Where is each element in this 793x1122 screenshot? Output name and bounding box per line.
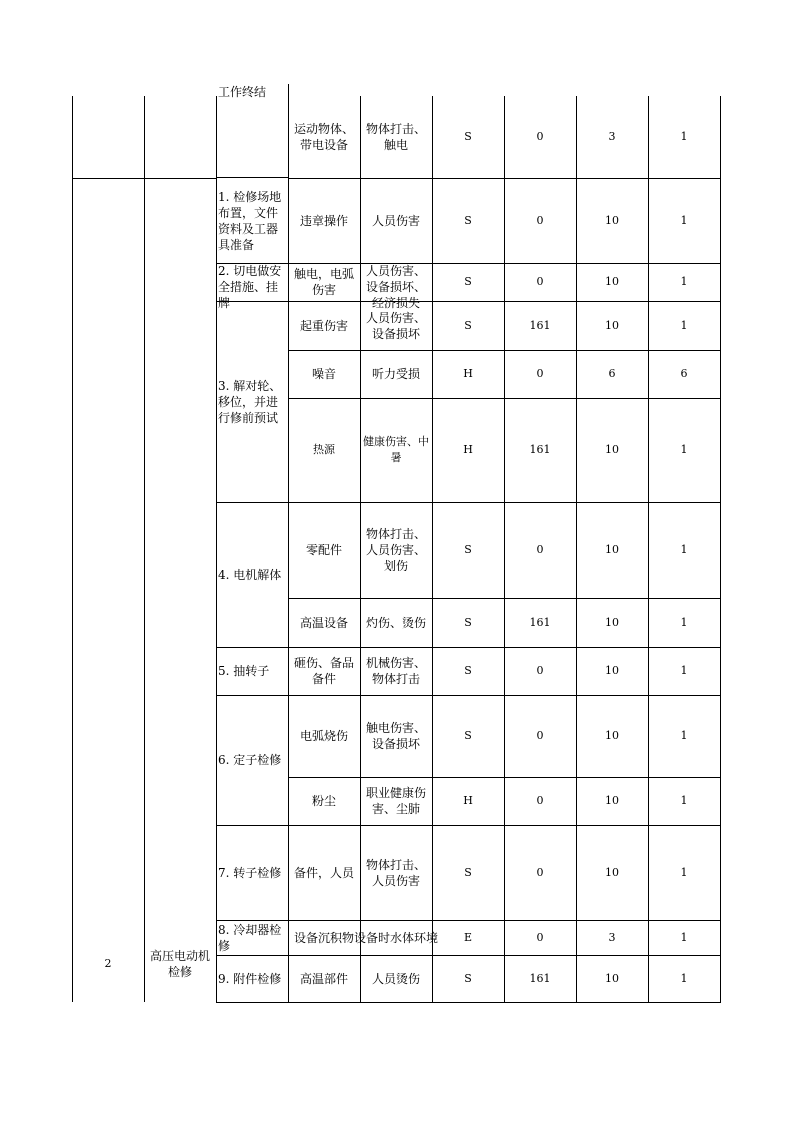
step-cell-text: 6. 定子检修 [218,753,282,767]
value-cell-text: 1 [680,794,688,807]
consequence-cell-text: 物体打击、人员伤害 [365,857,426,888]
value-cell-text: 161 [529,971,551,985]
hazard-source-cell-text: 砸伤、备品备件 [293,656,354,686]
risk-type-cell [432,398,505,503]
hazard-source-cell-text: 噪音 [311,367,336,381]
value-cell [576,825,649,921]
risk-type-cell-text: H [463,367,473,380]
hazard-source-cell-text: 触电，电弧伤害 [293,267,354,297]
value-cell [576,777,649,826]
step-cell [216,301,289,503]
risk-type-cell [432,263,505,302]
value-cell [504,350,577,399]
value-cell [504,955,577,1003]
consequence-cell [360,777,433,826]
hazard-source-cell-text: 粉尘 [311,794,336,808]
value-cell [504,647,577,696]
step-cell [216,84,289,178]
value-cell [648,920,721,956]
risk-type-cell [432,178,505,264]
consequence-cell [360,301,433,351]
step-cell [216,502,289,648]
value-cell-text: 0 [536,130,544,143]
value-cell [576,598,649,648]
step-cell [216,263,289,310]
risk-type-cell [432,350,505,399]
value-cell [648,695,721,778]
group-name: 高压电动机检修 [149,948,210,979]
value-cell [504,920,577,956]
consequence-cell-text: 机械伤害、物体打击 [365,656,426,686]
consequence-cell-text: 物体打击、人员伤害、划伤 [365,527,426,573]
risk-type-cell-text: S [464,318,472,332]
value-cell-text: 1 [680,443,688,456]
value-cell [576,920,649,956]
value-cell-text: 10 [605,615,619,629]
value-cell-text: 1 [680,729,688,742]
risk-type-cell-text: S [464,971,472,985]
value-cell-text: 1 [680,865,688,879]
value-cell-text: 10 [605,729,619,742]
risk-type-cell-text: E [463,930,473,944]
value-cell-text: 6 [680,367,688,380]
risk-type-cell [432,502,505,599]
hazard-source-cell [288,598,361,648]
consequence-cell-text: 物体打击、触电 [365,122,426,152]
value-cell [504,825,577,921]
value-cell-text: 161 [529,443,551,456]
consequence-cell [360,350,433,399]
hazard-source-cell [288,502,361,599]
value-cell-text: 10 [605,275,619,288]
value-cell-text: 1 [680,318,688,332]
risk-type-cell-text: S [464,615,472,629]
consequence-cell-text: 听力受损 [371,367,420,381]
consequence-cell [354,920,439,956]
value-cell [576,263,649,302]
value-cell-text: 10 [605,865,619,879]
risk-type-cell-text: H [463,794,473,807]
step-cell-text: 工作终结 [218,85,267,99]
risk-type-cell-text: S [464,729,472,742]
hazard-source-cell-text: 运动物体、带电设备 [293,122,354,152]
value-cell-text: 0 [536,865,544,879]
grid-line [72,96,73,1002]
hazard-source-cell [288,777,361,826]
consequence-cell-text: 人员伤害、设备损坏、经济损失 [365,264,426,310]
hazard-source-cell [288,695,361,778]
step-cell-text: 3. 解对轮、移位，并进行修前预试 [218,378,282,425]
value-cell [648,178,721,264]
value-cell-text: 1 [680,930,688,944]
consequence-cell [360,598,433,648]
value-cell-text: 0 [536,664,544,677]
risk-type-cell [432,825,505,921]
grid-line [216,96,217,1002]
value-cell-text: 6 [608,367,616,380]
value-cell [504,777,577,826]
value-cell [648,350,721,399]
step-cell-text: 8. 冷却器检修 [218,922,282,953]
risk-type-cell-text: S [464,130,472,143]
hazard-source-cell-text: 热源 [313,443,335,456]
value-cell-text: 0 [536,794,544,807]
value-cell [648,398,721,503]
risk-type-cell [432,598,505,648]
hazard-source-cell-text: 设备沉积物 [293,930,354,945]
risk-type-cell [432,920,505,956]
value-cell-text: 3 [608,130,616,143]
value-cell-text: 0 [536,543,544,556]
risk-type-cell [432,96,505,179]
value-cell [504,96,577,179]
risk-type-cell-text: S [464,865,472,879]
value-cell [648,647,721,696]
hazard-source-cell [288,920,361,956]
value-cell [576,398,649,503]
consequence-cell-text: 人员伤害、设备损坏 [365,310,426,341]
value-cell [576,955,649,1003]
hazard-source-cell [288,350,361,399]
step-cell [216,825,289,921]
risk-assessment-table [0,85,793,1003]
value-cell [576,301,649,351]
step-cell-text: 5. 抽转子 [218,664,270,678]
step-cell-text: 7. 转子检修 [218,865,282,880]
value-cell [576,502,649,599]
value-cell [648,777,721,826]
value-cell-text: 10 [605,664,619,677]
value-cell-text: 1 [680,615,688,629]
value-cell-text: 1 [680,213,688,227]
step-cell-text: 4. 电机解体 [218,567,282,582]
value-cell-text: 0 [536,367,544,380]
hazard-source-cell-text: 起重伤害 [299,318,348,333]
consequence-cell [360,695,433,778]
value-cell-text: 161 [529,318,551,332]
risk-type-cell-text: S [464,543,472,556]
risk-type-cell-text: H [463,443,473,456]
consequence-cell [360,825,433,921]
step-cell [216,920,289,956]
step-cell [216,955,289,1003]
value-cell [504,598,577,648]
value-cell-text: 0 [536,930,544,944]
value-cell-text: 0 [536,275,544,288]
consequence-cell-text: 人员烫伤 [371,971,420,986]
value-cell-text: 3 [608,930,616,944]
value-cell [648,598,721,648]
hazard-source-cell-text: 电弧烧伤 [299,729,348,743]
value-cell-text: 0 [536,729,544,742]
consequence-cell-text: 灼伤、烫伤 [365,615,426,630]
value-cell [504,502,577,599]
value-cell [648,955,721,1003]
risk-type-cell [432,777,505,826]
risk-type-cell-text: S [464,275,472,288]
value-cell [504,263,577,302]
value-cell-text: 1 [680,130,688,143]
step-cell [216,695,289,826]
value-cell-text: 10 [605,794,619,807]
value-cell [648,96,721,179]
consequence-cell [360,647,433,696]
hazard-source-cell [288,178,361,264]
hazard-source-cell [288,96,361,179]
value-cell-text: 1 [680,275,688,288]
hazard-source-cell-text: 高温部件 [299,971,348,986]
value-cell-text: 10 [605,971,619,985]
value-cell-text: 0 [536,213,544,227]
risk-type-cell [432,695,505,778]
value-cell [648,825,721,921]
risk-type-cell [432,647,505,696]
value-cell-text: 1 [680,543,688,556]
risk-type-cell-text: S [464,213,472,227]
value-cell [504,301,577,351]
consequence-cell-text: 职业健康伤害、尘肺 [365,786,426,816]
group-number: 2 [104,956,112,970]
value-cell [576,350,649,399]
risk-type-cell [432,301,505,351]
hazard-source-cell-text: 高温设备 [299,615,348,630]
grid-line [144,96,145,1002]
value-cell [504,178,577,264]
consequence-cell-text: 人员伤害 [371,213,420,228]
value-cell [576,178,649,264]
consequence-cell [360,263,433,310]
risk-type-cell-text: S [464,664,472,677]
step-cell [216,178,289,264]
value-cell-text: 10 [605,443,619,456]
value-cell [648,502,721,599]
hazard-source-cell [288,955,361,1003]
consequence-cell-text: 健康伤害、中暑 [363,435,429,464]
step-cell-text: 2. 切电做安全措施、挂牌 [218,264,282,310]
consequence-cell [360,398,433,503]
consequence-cell [360,955,433,1003]
step-cell [216,647,289,696]
consequence-cell [360,502,433,599]
step-cell-text: 1. 检修场地布置，文件资料及工器具准备 [218,189,282,252]
hazard-source-cell [288,301,361,351]
value-cell-text: 1 [680,664,688,677]
value-cell-text: 10 [605,543,619,556]
value-cell [504,695,577,778]
value-cell [576,695,649,778]
hazard-source-cell-text: 零配件 [305,543,342,557]
hazard-source-cell [288,647,361,696]
grid-line [72,178,216,179]
value-cell [576,96,649,179]
consequence-cell [360,96,433,179]
value-cell [504,398,577,503]
step-cell-text: 9. 附件检修 [218,971,282,986]
hazard-source-cell-text: 备件，人员 [293,865,354,880]
consequence-cell-text: 触电伤害、设备损坏 [365,721,426,751]
hazard-source-cell [288,398,361,503]
value-cell-text: 161 [529,615,551,629]
value-cell [576,647,649,696]
hazard-source-cell [288,825,361,921]
value-cell [648,263,721,302]
value-cell [648,301,721,351]
value-cell-text: 1 [680,971,688,985]
risk-type-cell [432,955,505,1003]
consequence-cell-text: 设备时水体环境 [354,930,439,945]
value-cell-text: 10 [605,213,619,227]
hazard-source-cell [288,263,361,302]
value-cell-text: 10 [605,318,619,332]
hazard-source-cell-text: 违章操作 [299,213,348,228]
consequence-cell [360,178,433,264]
